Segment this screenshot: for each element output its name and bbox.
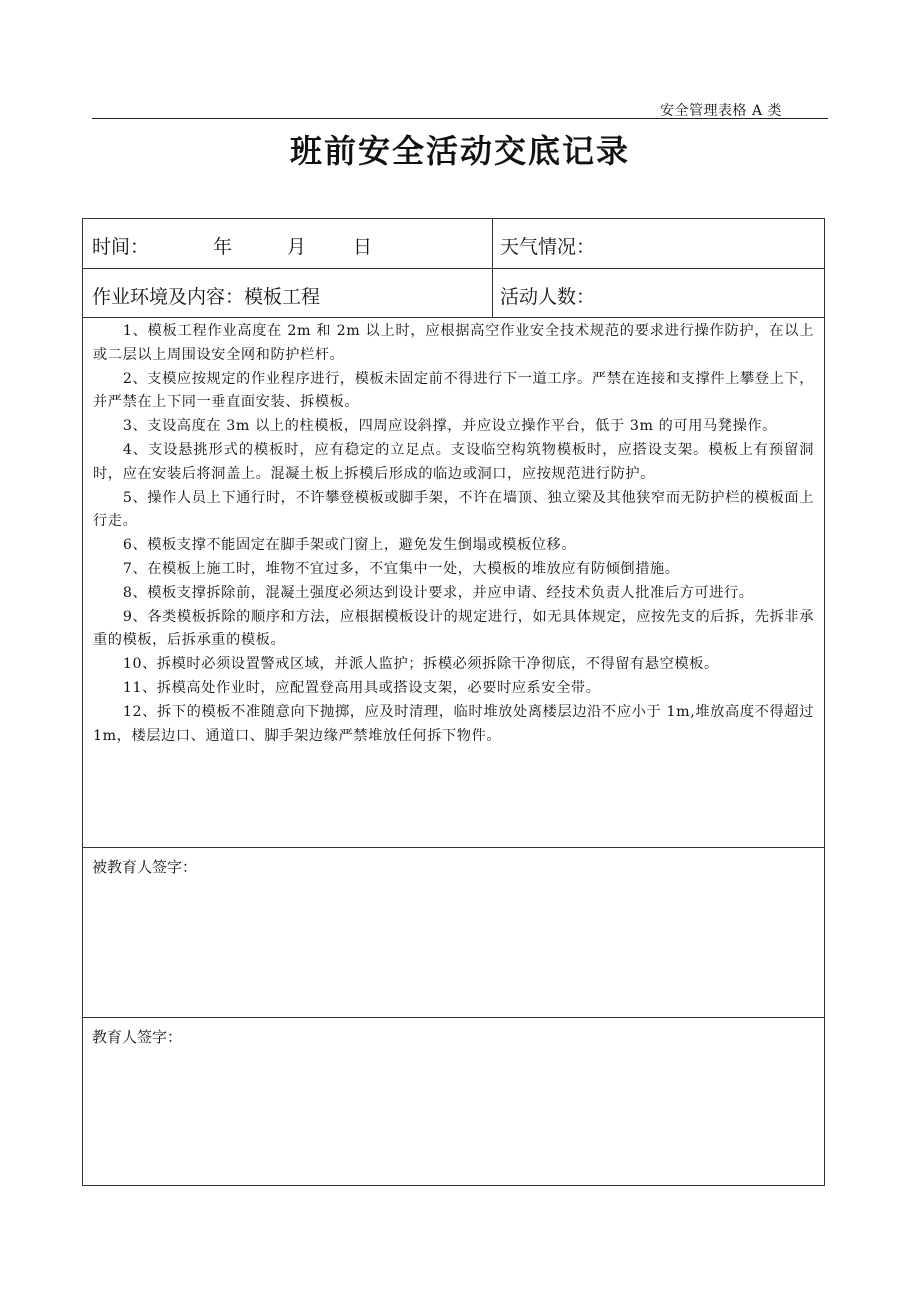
briefing-item-9: 9、各类模板拆除的顺序和方法，应根据模板设计的规定进行，如无具体规定，应按先支的后拆，先拆非承重的模板，后拆承重的模板。	[93, 608, 814, 649]
participant-count-label: 活动人数：	[500, 286, 596, 308]
briefing-content	[83, 318, 824, 848]
page-title: 班前安全活动交底记录	[289, 132, 630, 170]
briefing-item-8: 8、模板支撑拆除前，混凝土强度必须达到设计要求，并应申请、经技术负责人批准后方可进行。	[122, 584, 754, 601]
environment-cell[interactable]	[83, 269, 493, 317]
weather-cell[interactable]	[493, 219, 824, 268]
briefing-item-1: 1、模板工程作业高度在 2m 和 2m 以上时，应根据高空作业安全技术规范的要求进行操作防护，在以上或二层以上周围设安全网和防护栏杆。	[93, 323, 814, 363]
month-label: 月	[287, 236, 307, 258]
briefing-item-2: 2、支模应按规定的作业程序进行，模板未固定前不得进行下一道工序。严禁在连接和支撑件上攀登上下，并严禁在上下同一垂直面安装、拆模板。	[93, 370, 814, 411]
briefing-item-11: 11、拆模高处作业时，应配置登高用具或搭设支架，必要时应系安全带。	[122, 679, 601, 696]
trainee-signature-area[interactable]	[83, 848, 824, 1018]
trainee-signature-label: 被教育人签字：	[92, 858, 198, 876]
weather-label: 天气情况：	[500, 236, 596, 258]
header-category: 安全管理表格 A 类	[660, 103, 783, 119]
briefing-form	[82, 218, 825, 1186]
briefing-item-7: 7、在模板上施工时，堆物不宜过多，不宜集中一处，大模板的堆放应有防倾倒措施。	[122, 560, 680, 577]
trainer-signature-area[interactable]	[83, 1018, 824, 1185]
header-rule	[92, 118, 828, 119]
briefing-item-12: 12、拆下的模板不准随意向下抛掷，应及时清理，临时堆放处离楼层边沿不应小于 1m,堆放高度不得超过 1m，楼层边口、通道口、脚手架边缘严禁堆放任何拆下物件。	[93, 703, 814, 744]
briefing-item-5: 5、操作人员上下通行时，不许攀登模板或脚手架，不许在墙顶、独立梁及其他狭窄而无防护栏的模板面上行走。	[93, 489, 814, 530]
briefing-item-4: 4、支设悬挑形式的模板时，应有稳定的立足点。支设临空构筑物模板时，应搭设支架。模板上有预留洞时，应在安装后将洞盖上。混凝土板上拆模后形成的临边或洞口，应按规范进行防护。	[93, 441, 814, 482]
environment-label: 作业环境及内容：模板工程	[92, 286, 321, 308]
time-label: 时间：	[92, 236, 150, 258]
briefing-item-6: 6、模板支撑不能固定在脚手架或门窗上，避免发生倒塌或模板位移。	[122, 537, 577, 554]
briefing-item-10: 10、拆模时必须设置警戒区域，并派人监护；拆模必须拆除干净彻底，不得留有悬空模板。	[122, 656, 719, 673]
participant-count-cell[interactable]	[493, 269, 824, 317]
time-weather-row	[83, 219, 824, 269]
year-label: 年	[213, 236, 233, 258]
briefing-item-3: 3、支设高度在 3m 以上的柱模板，四周应设斜撑，并应设立操作平台，低于 3m 的可用马凳操作。	[122, 418, 777, 435]
time-cell[interactable]	[83, 219, 493, 268]
day-label: 日	[353, 236, 373, 258]
trainer-signature-label: 教育人签字：	[92, 1028, 183, 1046]
environment-row	[83, 269, 824, 318]
